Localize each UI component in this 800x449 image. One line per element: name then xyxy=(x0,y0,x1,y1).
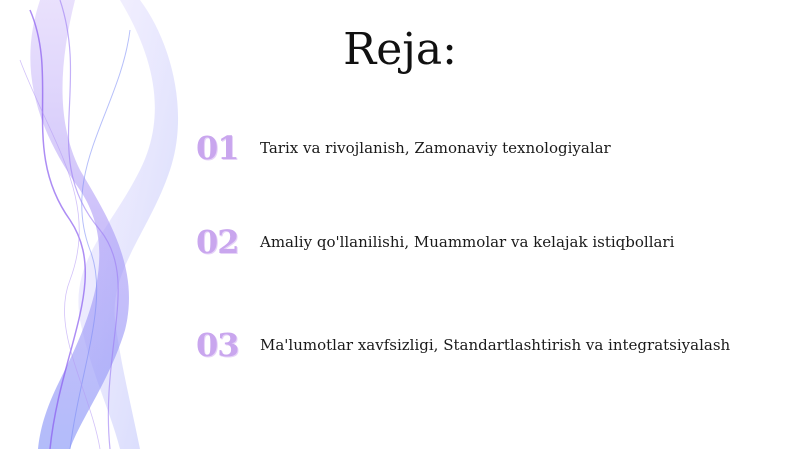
agenda-item-1 xyxy=(196,126,786,170)
agenda-number: 01 xyxy=(196,129,239,167)
agenda-text: Amaliy qo'llanilishi, Muammolar va kelajak istiqbollari xyxy=(260,233,675,251)
agenda-text: Tarix va rivojlanish, Zamonaviy texnologiyalar xyxy=(260,139,611,157)
agenda-item-2 xyxy=(196,220,786,264)
agenda-item-3 xyxy=(196,323,786,367)
agenda-number: 03 xyxy=(196,326,239,364)
agenda-number: 02 xyxy=(196,223,239,261)
slide-title: Reja: xyxy=(343,24,457,75)
agenda-text: Ma'lumotlar xavfsizligi, Standartlashtirish va integratsiyalash xyxy=(260,336,731,354)
decorative-smoke-ribbon xyxy=(0,0,200,449)
